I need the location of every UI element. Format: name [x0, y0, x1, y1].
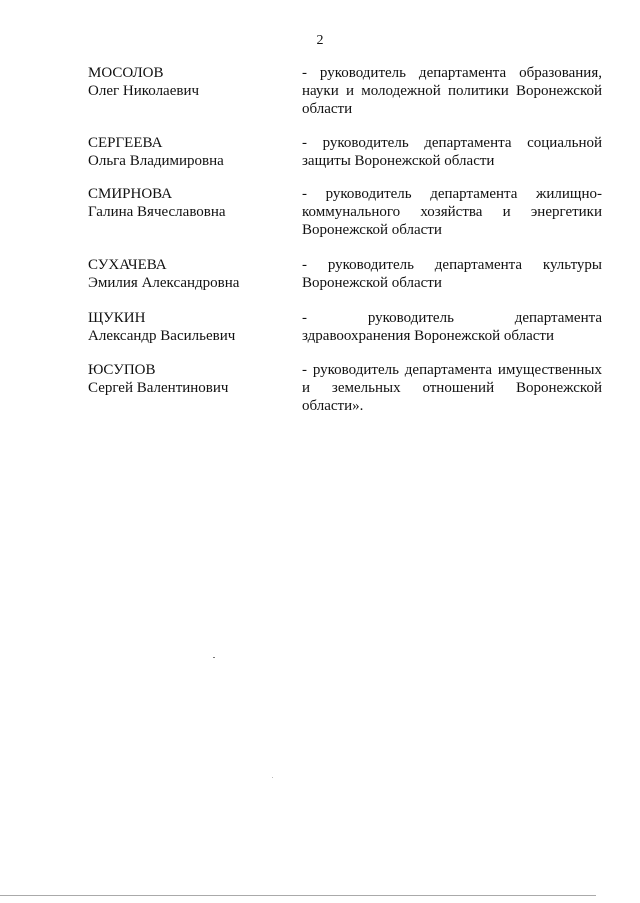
person-name — [88, 185, 298, 221]
given-name: Эмилия Александровна — [88, 275, 240, 291]
position-description — [302, 134, 602, 170]
description-line: защиты Воронежской области — [302, 153, 495, 169]
description-line: - руководитель департамента — [302, 310, 602, 326]
description-line: здравоохранения Воронежской области — [302, 328, 554, 344]
position-description — [302, 309, 602, 345]
description-line: - руководитель департамента жилищно- — [302, 186, 602, 202]
given-name: Сергей Валентинович — [88, 380, 229, 396]
description-line: науки и молодежной политики Воронежской — [302, 83, 602, 99]
given-name: Ольга Владимировна — [88, 153, 224, 169]
scan-speck — [213, 657, 215, 658]
given-name: Галина Вячеславовна — [88, 204, 226, 220]
person-name — [88, 134, 298, 170]
scan-speck — [272, 777, 273, 778]
person-name — [88, 256, 298, 292]
person-name — [88, 361, 298, 397]
surname: ЩУКИН — [88, 310, 146, 326]
description-line: и земельных отношений Воронежской — [302, 380, 602, 396]
description-line: - руководитель департамента культуры — [302, 257, 602, 273]
description-line: Воронежской области — [302, 222, 442, 238]
description-line: - руководитель департамента социальной — [302, 135, 602, 151]
position-description — [302, 361, 602, 415]
position-description — [302, 64, 602, 118]
position-description — [302, 256, 602, 292]
description-line: Воронежской области — [302, 275, 442, 291]
description-line: области — [302, 101, 353, 117]
given-name: Александр Васильевич — [88, 328, 236, 344]
position-description — [302, 185, 602, 239]
surname: СЕРГЕЕВА — [88, 135, 163, 151]
surname: СУХАЧЕВА — [88, 257, 167, 273]
bottom-edge-line — [0, 895, 596, 896]
person-name — [88, 309, 298, 345]
person-name — [88, 64, 298, 100]
surname: МОСОЛОВ — [88, 65, 164, 81]
description-line: области». — [302, 398, 364, 414]
description-line: - руководитель департамента образования, — [302, 65, 602, 81]
description-line: - руководитель департамента имущественных — [302, 362, 602, 378]
page-number: 2 — [316, 33, 324, 48]
description-line: коммунального хозяйства и энергетики — [302, 204, 602, 220]
surname: СМИРНОВА — [88, 186, 173, 202]
given-name: Олег Николаевич — [88, 83, 200, 99]
surname: ЮСУПОВ — [88, 362, 156, 378]
